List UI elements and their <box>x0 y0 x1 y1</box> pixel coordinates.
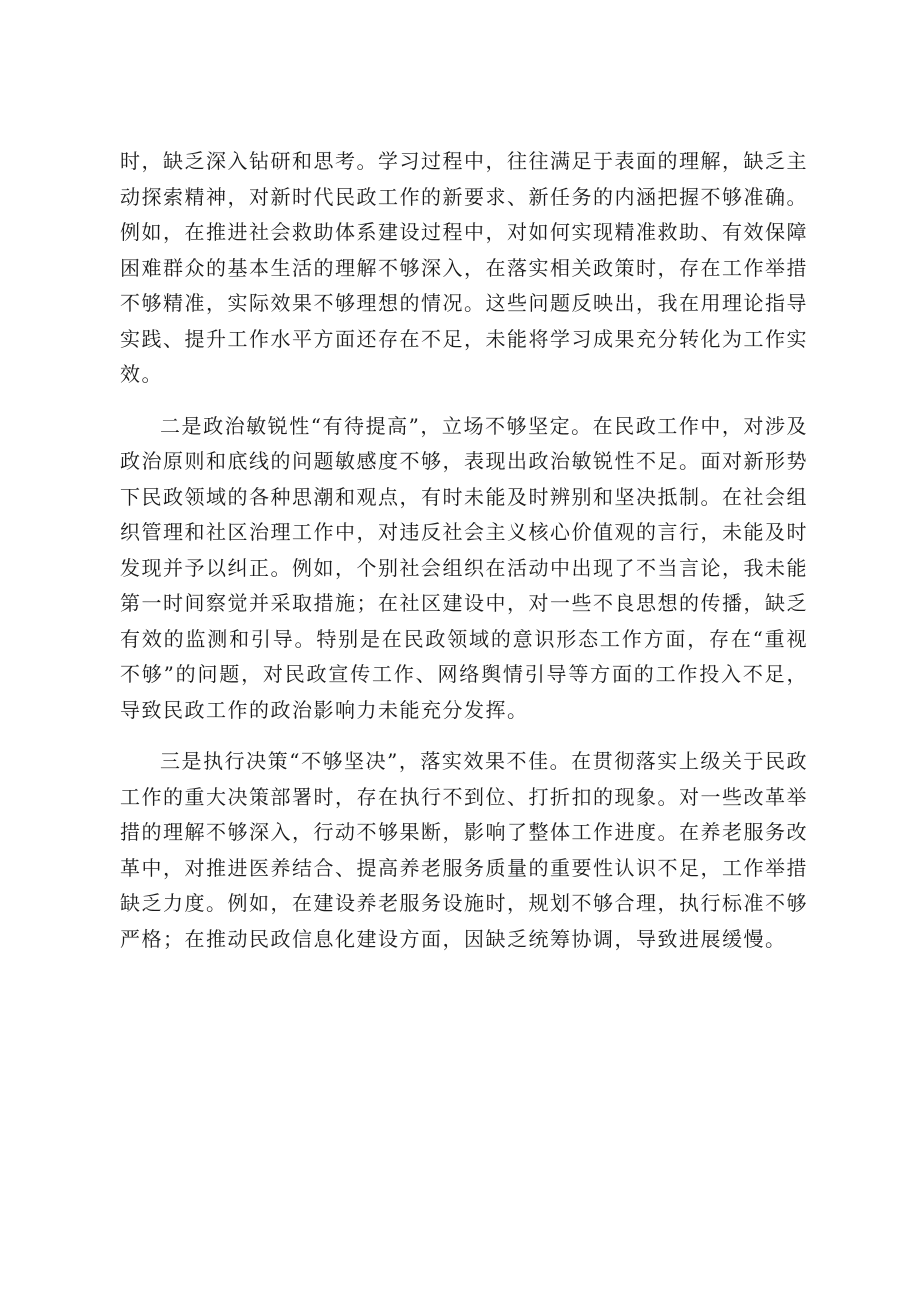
document-body <box>120 144 808 973</box>
paragraph-1: 时，缺乏深入钻研和思考。学习过程中，往往满足于表面的理解，缺乏主动探索精神，对新时代民政工作的新要求、新任务的内涵把握不够准确。例如，在推进社会救助体系建设过程中，对如何实现精准救助、有效保障困难群众的基本生活的理解不够深入，在落实相关政策时，存在工作举措不够精准，实际效果不够理想的情况。这些问题反映出，我在用理论指导实践、提升工作水平方面还存在不足，未能将学习成果充分转化为工作实效。 <box>120 149 808 386</box>
paragraph-2: 二是政治敏锐性“有待提高”，立场不够坚定。在民政工作中，对涉及政治原则和底线的问题敏感度不够，表现出政治敏锐性不足。面对新形势下民政领域的各种思潮和观点，有时未能及时辨别和坚决抵制。在社会组织管理和社区治理工作中，对违反社会主义核心价值观的言行，未能及时发现并予以纠正。例如，个别社会组织在活动中出现了不当言论，我未能第一时间察觉并采取措施；在社区建设中，对一些不良思想的传播，缺乏有效的监测和引导。特别是在民政领域的意识形态工作方面，存在“重视不够”的问题，对民政宣传工作、网络舆情引导等方面的工作投入不足，导致民政工作的政治影响力未能充分发挥。 <box>120 413 808 722</box>
paragraph-3: 三是执行决策“不够坚决”，落实效果不佳。在贯彻落实上级关于民政工作的重大决策部署时，存在执行不到位、打折扣的现象。对一些改革举措的理解不够深入，行动不够果断，影响了整体工作进度。在养老服务改革中，对推进医养结合、提高养老服务质量的重要性认识不足，工作举措缺乏力度。例如，在建设养老服务设施时，规划不够合理，执行标准不够严格；在推动民政信息化建设方面，因缺乏统筹协调，导致进展缓慢。 <box>120 749 808 951</box>
